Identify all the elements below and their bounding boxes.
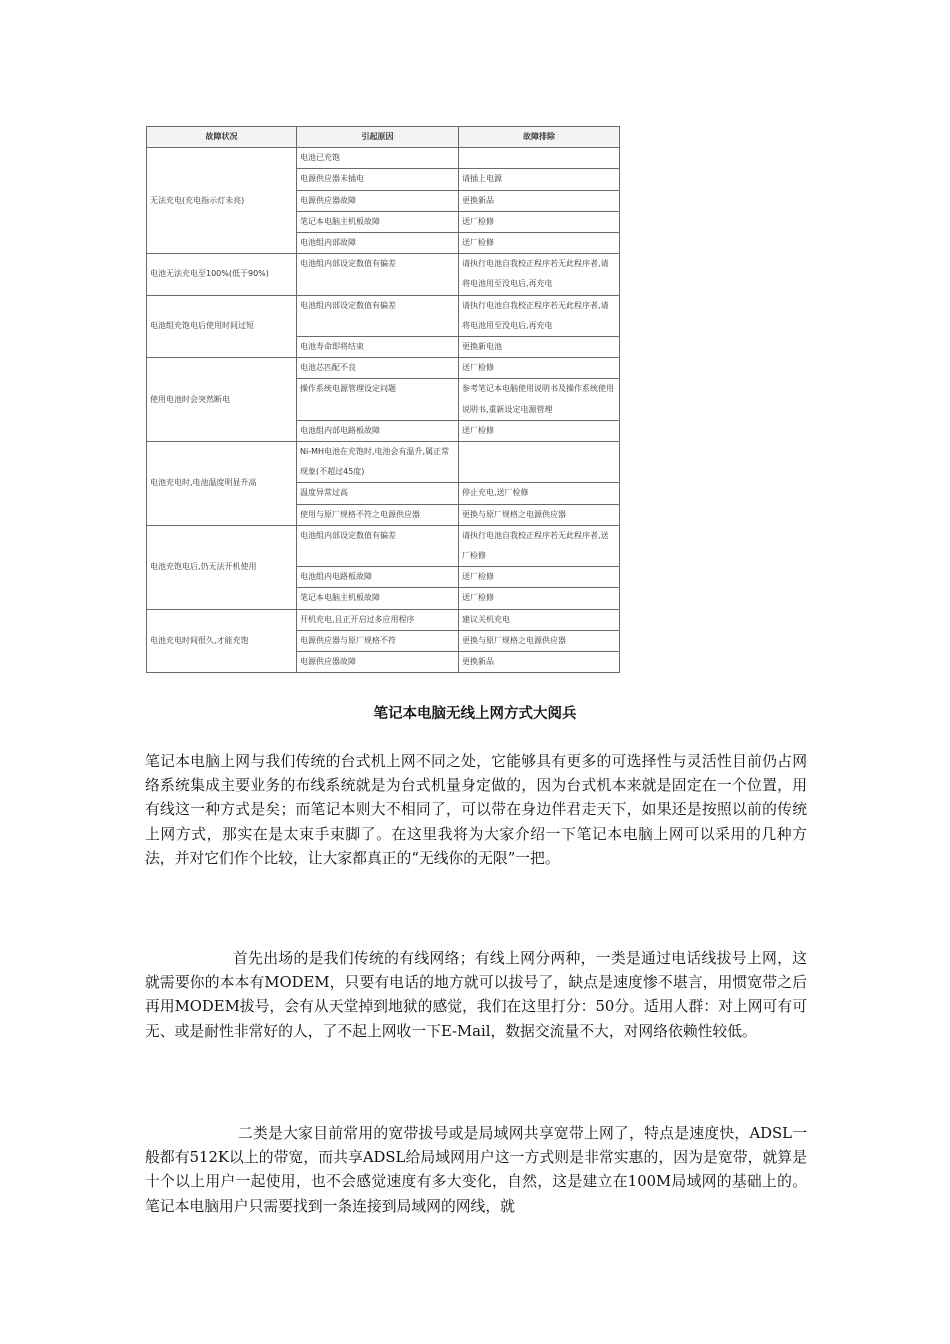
symptom-cell: 电池充饱电后,仍无法开机使用: [147, 525, 297, 609]
solution-cell: 停止充电,送厂检修: [459, 483, 620, 504]
table-body: [147, 148, 620, 673]
cause-cell: 温度异常过高: [297, 483, 459, 504]
cause-cell: 电池组内部设定数值有偏差: [297, 254, 459, 295]
table-row: [147, 295, 620, 336]
cause-cell: 笔记本电脑主机板故障: [297, 588, 459, 609]
cause-cell: 操作系统电源管理设定问题: [297, 379, 459, 420]
solution-cell: 送厂检修: [459, 588, 620, 609]
cause-cell: 电源供应器故障: [297, 652, 459, 673]
header-symptom: 故障状况: [147, 127, 297, 148]
symptom-cell: 电池组充饱电后使用时间过短: [147, 295, 297, 358]
table-row: [147, 442, 620, 483]
symptom-cell: 无法充电(充电指示灯未亮): [147, 148, 297, 254]
solution-cell: 更换与原厂规格之电源供应器: [459, 504, 620, 525]
symptom-cell: 使用电池时会突然断电: [147, 358, 297, 442]
cause-cell: 电池已充饱: [297, 148, 459, 169]
table-row: [147, 525, 620, 566]
solution-cell: 更换新品: [459, 652, 620, 673]
cause-cell: 电池组内部电路板故障: [297, 420, 459, 441]
paragraph-broadband: 二类是大家目前常用的宽带拔号或是局域网共享宽带上网了，特点是速度快，ADSL一般都有512K以上的带宽，而共享ADSL给局域网用户这一方式则是非常实惠的，因为是宽带，就算是十个以上用户一起使用，也不会感觉速度有多大变化，自然，这是建立在100M局域网的基础上的。笔记本电脑用户只需要找到一条连接到局域网的网线，就: [145, 1125, 807, 1215]
table-row: [147, 358, 620, 379]
solution-cell: 请执行电池自我校正程序若无此程序者,请将电池用至没电后,再充电: [459, 295, 620, 336]
cause-cell: 电池芯匹配不良: [297, 358, 459, 379]
paragraph-intro: 笔记本电脑上网与我们传统的台式机上网不同之处，它能够具有更多的可选择性与灵活性目前仍占网络系统集成主要业务的布线系统就是为台式机量身定做的，因为台式机本来就是固定在一个位置，用有线这一种方式是矣；而笔记本则大不相同了，可以带在身边伴君走天下，如果还是按照以前的传统上网方式，那实在是太束手束脚了。在这里我将为大家介绍一下笔记本电脑上网可以采用的几种方法，并对它们作个比较，让大家都真正的“无线你的无限”一把。: [145, 753, 807, 867]
symptom-cell: 电池充电时间很久,才能充饱: [147, 609, 297, 673]
cause-cell: 电池组内部设定数值有偏差: [297, 525, 459, 566]
header-cause: 引起原因: [297, 127, 459, 148]
symptom-cell: 电池无法充电至100%(低于90%): [147, 254, 297, 295]
table-row: [147, 254, 620, 295]
solution-cell: 更换新电池: [459, 337, 620, 358]
solution-cell: 送厂检修: [459, 420, 620, 441]
cause-cell: 电池寿命即将结束: [297, 337, 459, 358]
solution-cell: 更换新品: [459, 190, 620, 211]
symptom-cell: 电池充电时,电池温度明显升高: [147, 442, 297, 526]
solution-cell: 请插上电源: [459, 169, 620, 190]
cause-cell: 电池组内部设定数值有偏差: [297, 295, 459, 336]
solution-cell: 更换与原厂规格之电源供应器: [459, 630, 620, 651]
table-row: [147, 148, 620, 169]
cause-cell: 电源供应器故障: [297, 190, 459, 211]
cause-cell: 笔记本电脑主机板故障: [297, 211, 459, 232]
solution-cell: [459, 148, 620, 169]
solution-cell: 建议关机充电: [459, 609, 620, 630]
paragraph-wired: 首先出场的是我们传统的有线网络；有线上网分两种，一类是通过电话线拔号上网，这就需要你的本本有MODEM，只要有电话的地方就可以拔号了，缺点是速度惨不堪言，用惯宽带之后再用MODEM拔号，会有从天堂掉到地狱的感觉，我们在这里打分：50分。适用人群：对上网可有可无、或是耐性非常好的人，了不起上网收一下E-Mail，数据交流量不大，对网络依赖性较低。: [145, 950, 807, 1040]
table-row: [147, 609, 620, 630]
article-title: 笔记本电脑无线上网方式大阅兵: [373, 706, 577, 722]
solution-cell: [459, 442, 620, 483]
solution-cell: 参考笔记本电脑使用说明书及操作系统使用说明书,重新设定电源管理: [459, 379, 620, 420]
cause-cell: 开机充电,且正开启过多应用程序: [297, 609, 459, 630]
cause-cell: 电源供应器与原厂规格不符: [297, 630, 459, 651]
cause-cell: 电池组内部故障: [297, 233, 459, 254]
table-header-row: [147, 127, 620, 148]
solution-cell: 请执行电池自我校正程序若无此程序者,送厂检修: [459, 525, 620, 566]
header-solution: 故障排除: [459, 127, 620, 148]
solution-cell: 请执行电池自我校正程序若无此程序者,请将电池用至没电后,再充电: [459, 254, 620, 295]
solution-cell: 送厂检修: [459, 567, 620, 588]
cause-cell: 电池组内电路板故障: [297, 567, 459, 588]
solution-cell: 送厂检修: [459, 233, 620, 254]
cause-cell: 使用与原厂规格不符之电源供应器: [297, 504, 459, 525]
solution-cell: 送厂检修: [459, 211, 620, 232]
cause-cell: Ni-MH电池在充饱时,电池会有温升,属正常现象(不超过45度): [297, 442, 459, 483]
fault-table: [146, 126, 620, 673]
solution-cell: 送厂检修: [459, 358, 620, 379]
cause-cell: 电源供应器未插电: [297, 169, 459, 190]
